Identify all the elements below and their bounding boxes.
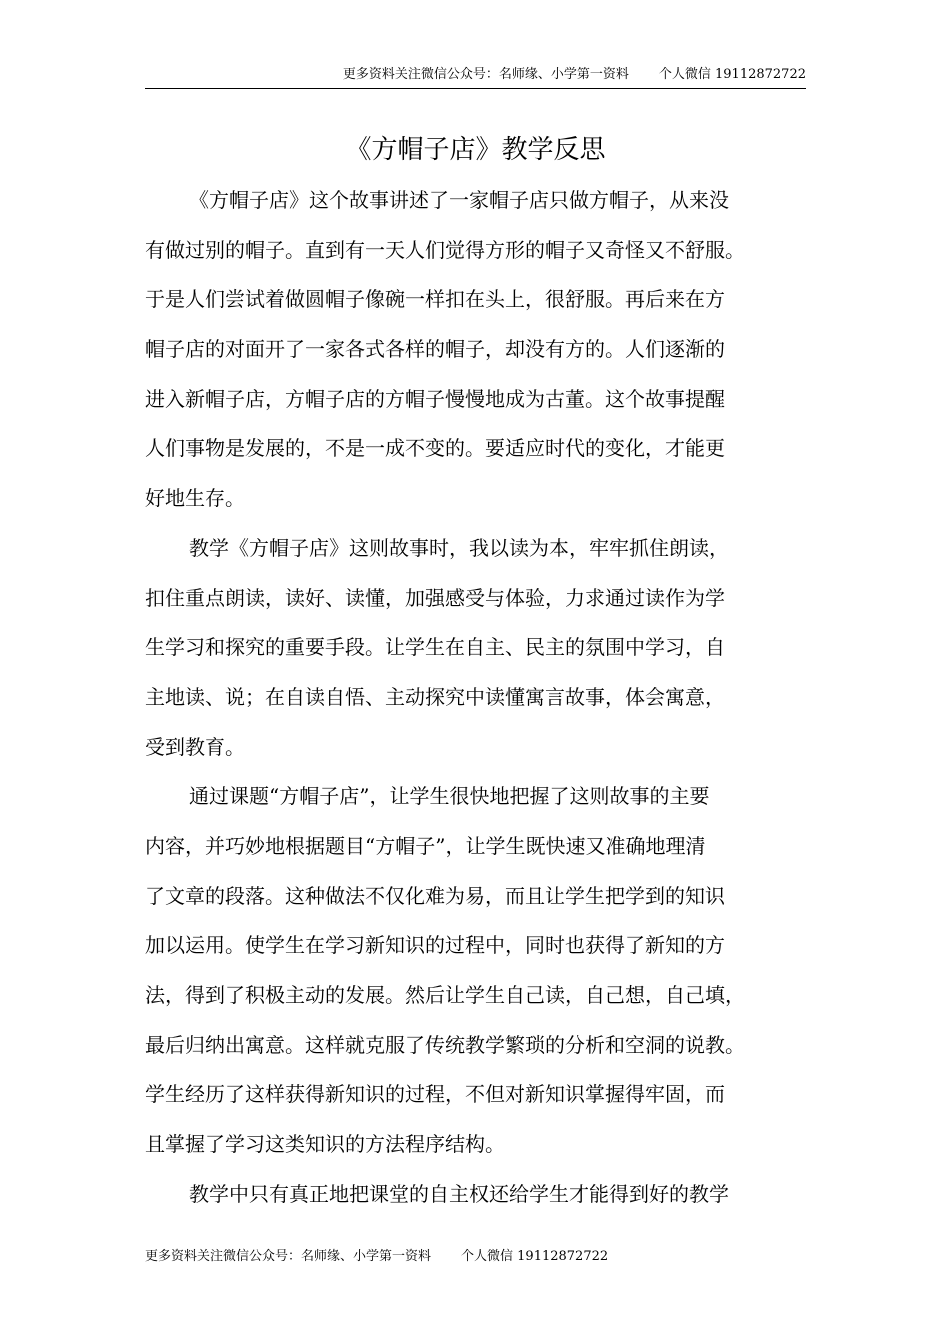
paragraph-1-line-3: 于是人们尝试着做圆帽子像碗一样扣在头上，很舒服。再后来在方 [145, 287, 725, 312]
paragraph-3-line-7: 学生经历了这样获得新知识的过程，不但对新知识掌握得牢固，而 [145, 1082, 725, 1107]
footer-right-text: 个人微信 19112872722 [461, 1249, 609, 1264]
paragraph-1-line-6: 人们事物是发展的，不是一成不变的。要适应时代的变化，才能更 [145, 436, 725, 461]
paragraph-3-line-1: 通过课题“方帽子店”，让学生很快地把握了这则故事的主要 [189, 784, 710, 809]
document-title: 《方帽子店》教学反思 [345, 135, 606, 165]
paragraph-1-line-7: 好地生存。 [145, 486, 245, 511]
paragraph-4-line-1: 教学中只有真正地把课堂的自主权还给学生才能得到好的教学 [189, 1181, 729, 1206]
paragraph-2-line-3: 生学习和探究的重要手段。让学生在自主、民主的氛围中学习，自 [145, 635, 725, 660]
paragraph-3-line-8: 且掌握了学习这类知识的方法程序结构。 [145, 1132, 505, 1157]
paragraph-3-line-2: 内容，并巧妙地根据题目“方帽子”，让学生既快速又准确地理清 [145, 833, 706, 858]
paragraph-2-line-1: 教学《方帽子店》这则故事时，我以读为本，牢牢抓住朗读， [189, 535, 729, 560]
paragraph-1-line-5: 进入新帽子店，方帽子店的方帽子慢慢地成为古董。这个故事提醒 [145, 386, 725, 411]
paragraph-2-line-4: 主地读、说；在自读自悟、主动探究中读懂寓言故事，体会寓意， [145, 684, 725, 709]
page-header [145, 66, 806, 89]
header-right-text: 个人微信 19112872722 [658, 67, 806, 82]
paragraph-1-line-1: 《方帽子店》这个故事讲述了一家帽子店只做方帽子，从来没 [189, 188, 729, 212]
paragraph-3-line-5: 法，得到了积极主动的发展。然后让学生自己读，自己想，自己填， [145, 983, 745, 1007]
page-footer [145, 1248, 608, 1266]
paragraph-1-line-2: 有做过别的帽子。直到有一天人们觉得方形的帽子又奇怪又不舒服。 [145, 237, 745, 262]
header-left-text: 更多资料关注微信公众号：名师缘、小学第一资料 [342, 67, 629, 82]
paragraph-3-line-6: 最后归纳出寓意。这样就克服了传统教学繁琐的分析和空洞的说教。 [145, 1032, 745, 1057]
paragraph-3-line-4: 加以运用。使学生在学习新知识的过程中，同时也获得了新知的方 [145, 933, 725, 958]
footer-left-text: 更多资料关注微信公众号：名师缘、小学第一资料 [145, 1249, 432, 1264]
paragraph-1-line-4: 帽子店的对面开了一家各式各样的帽子，却没有方的。人们逐渐的 [145, 337, 725, 362]
paragraph-2-line-5: 受到教育。 [145, 734, 245, 759]
paragraph-3-line-3: 了文章的段落。这种做法不仅化难为易，而且让学生把学到的知识 [145, 883, 725, 908]
paragraph-2-line-2: 扣住重点朗读，读好、读懂，加强感受与体验，力求通过读作为学 [145, 585, 725, 610]
document-body [145, 176, 806, 1219]
